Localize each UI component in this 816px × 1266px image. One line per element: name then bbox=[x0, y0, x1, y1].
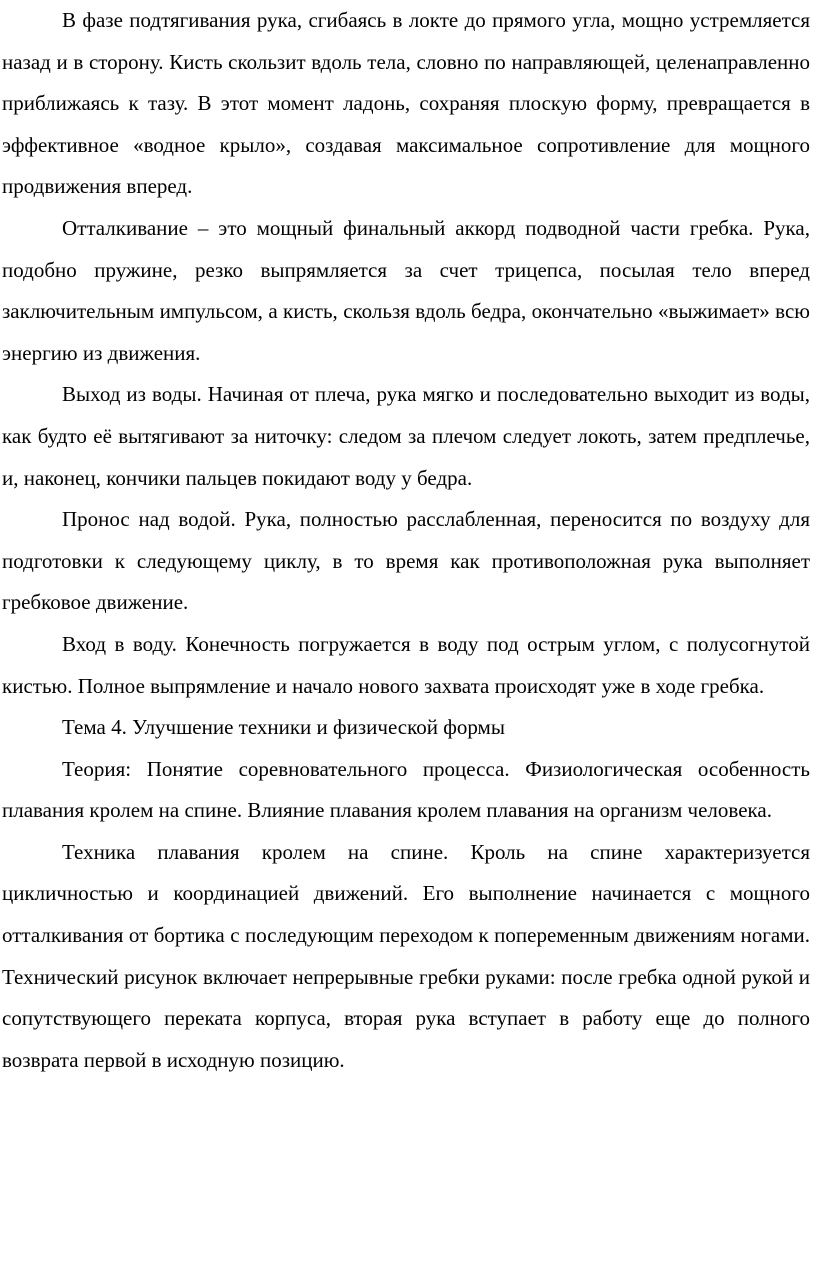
section-heading-topic-4: Тема 4. Улучшение техники и физической формы bbox=[62, 715, 505, 740]
paragraph-push-phase: Отталкивание – это мощный финальный аккорд подводной части гребка. Рука, подобно пружине, резко выпрямляется за счет трицепса, посылая тело вперед заключительным импульсом, а кисть, скользя вдоль бедра, окончательно «выжимает» всю энергию из движения. bbox=[2, 215, 810, 365]
paragraph-recovery-over-water: Пронос над водой. Рука, полностью расслабленная, переносится по воздуху для подготовки к следующему циклу, в то время как противоположная рука выполняет гребковое движение. bbox=[2, 507, 810, 615]
paragraph-pull-phase: В фазе подтягивания рука, сгибаясь в локте до прямого угла, мощно устремляется назад и в сторону. Кисть скользит вдоль тела, словно по направляющей, целенаправленно приближаясь к тазу. В этот момент ладонь, сохраняя плоскую форму, превращается в эффективное «водное крыло», создавая максимальное сопротивление для мощного продвижения вперед. bbox=[2, 8, 810, 199]
paragraph-exit-from-water: Выход из воды. Начиная от плеча, рука мягко и последовательно выходит из воды, как будто её вытягивают за ниточку: следом за плечом следует локоть, затем предплечье, и, наконец, кончики пальцев покидают воду у бедра. bbox=[2, 382, 810, 490]
paragraph-theory: Теория: Понятие соревновательного процесса. Физиологическая особенность плавания кролем на спине. Влияние плавания кролем плавания на организм человека. bbox=[2, 756, 810, 823]
paragraph-entry-into-water: Вход в воду. Конечность погружается в воду под острым углом, с полусогнутой кистью. Полное выпрямление и начало нового захвата происходят уже в ходе гребка. bbox=[2, 631, 810, 698]
paragraph-backstroke-technique: Техника плавания кролем на спине. Кроль на спине характеризуется цикличностью и координацией движений. Его выполнение начинается с мощного отталкивания от бортика с последующим переходом к попеременным движениям ногами. Технический рисунок включает непрерывные гребки руками: после гребка одной рукой и сопутствующего переката корпуса, вторая рука вступает в работу еще до полного возврата первой в исходную позицию. bbox=[2, 839, 810, 1072]
